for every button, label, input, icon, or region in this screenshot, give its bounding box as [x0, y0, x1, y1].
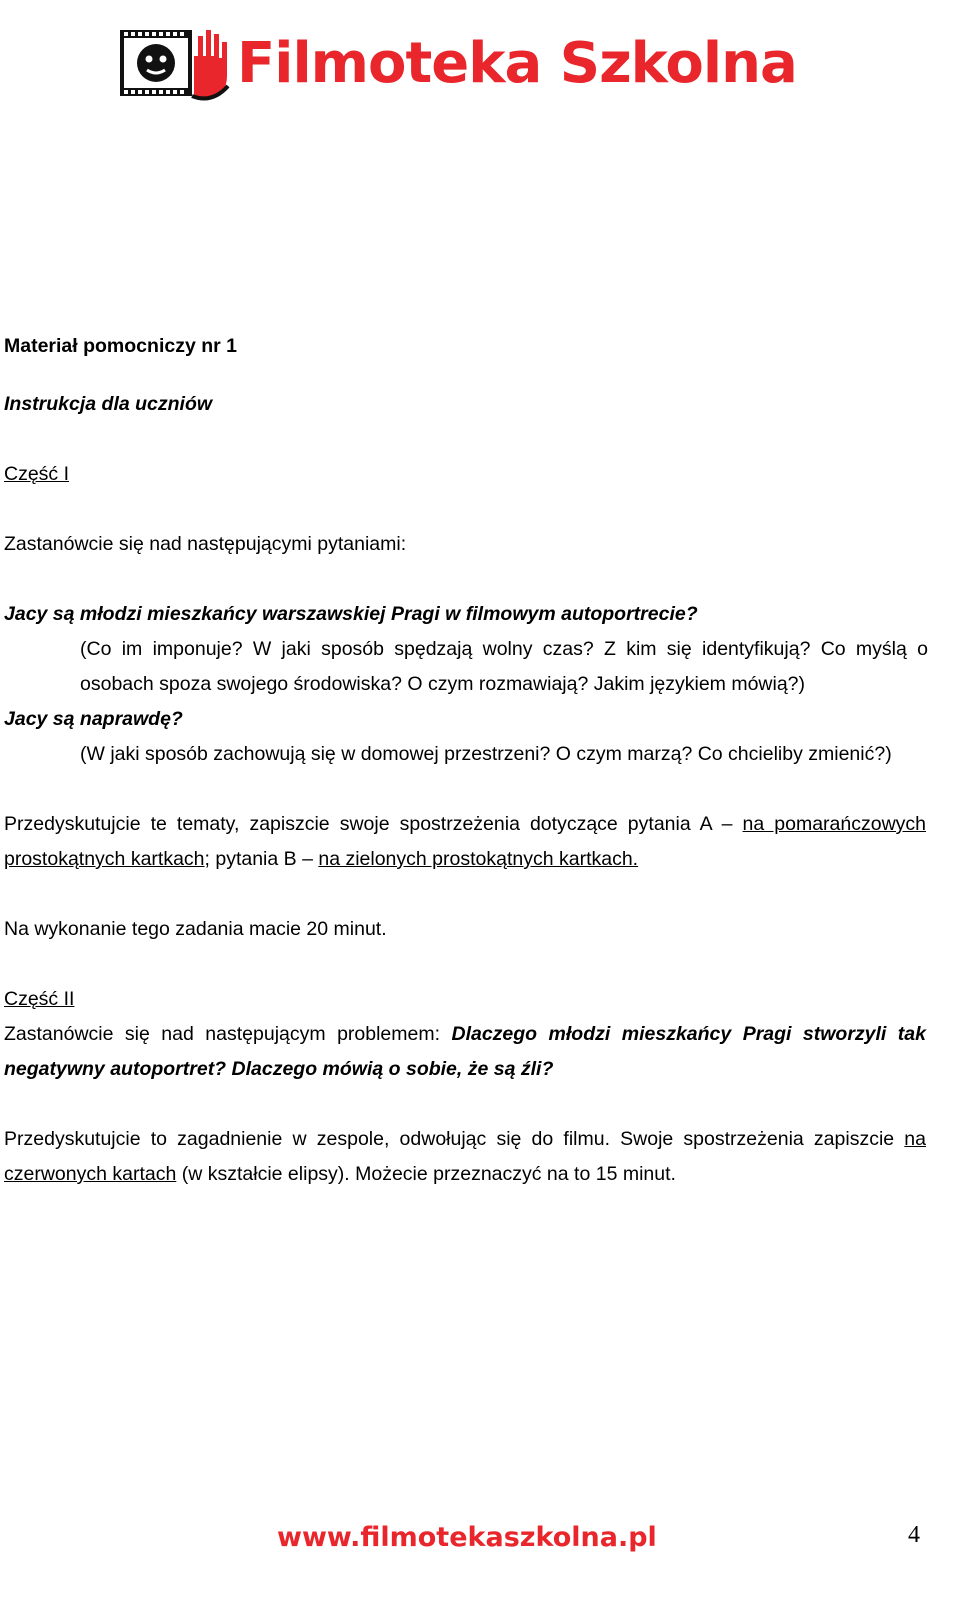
part2-task-line2 — [4, 1156, 676, 1192]
part1-intro: Zastanówcie się nad następującymi pytaniami: — [4, 533, 407, 555]
part1-heading: Część I — [4, 463, 70, 485]
part1-task-text: Przedyskutujcie te tematy, zapiszcie swoje spostrzeżenia dotyczące pytania A – — [4, 813, 743, 835]
part2-problem-question-2: negatywny autoportret? Dlaczego mówią o sobie, że są źli? — [4, 1058, 554, 1080]
brand-name: Filmoteka Szkolna — [237, 31, 797, 96]
part2-problem-intro: Zastanówcie się nad następującym problemem: — [4, 1023, 452, 1045]
part2-problem-question-1: Dlaczego młodzi mieszkańcy Pragi stworzyli tak — [451, 1023, 926, 1045]
red-cards-label-cont: czerwonych kartach — [4, 1163, 177, 1185]
orange-cards-label: na pomarańczowych — [742, 813, 927, 835]
filmoteka-logo — [120, 24, 820, 104]
part2-task-text: Przedyskutujcie to zagadnienie w zespole, odwołując się do filmu. Swoje spostrzeżenia zapiszcie — [4, 1128, 905, 1150]
part2-task-line1 — [4, 1121, 926, 1157]
document-subtitle: Instrukcja dla uczniów — [4, 393, 213, 415]
green-cards-label: na zielonych prostokątnych kartkach. — [318, 848, 639, 870]
part1-time: Na wykonanie tego zadania macie 20 minut. — [4, 918, 387, 940]
orange-cards-label-cont: prostokątnych kartkach — [4, 848, 205, 870]
part1-task-line2 — [4, 841, 638, 877]
question-a: Jacy są młodzi mieszkańcy warszawskiej Pragi w filmowym autoportrecie? — [4, 603, 698, 625]
document-title: Materiał pomocniczy nr 1 — [4, 335, 237, 357]
footer-website-link[interactable]: www.filmotekaszkolna.pl — [277, 1522, 657, 1553]
question-b-detail: (W jaki sposób zachowują się w domowej przestrzeni? O czym marzą? Co chcieliby zmienić?) — [80, 743, 892, 765]
question-b: Jacy są naprawdę? — [4, 708, 183, 730]
film-reel-hand-icon — [120, 26, 235, 102]
part2-task-text-b: (w kształcie elipsy). Możecie przeznaczyć na to 15 minut. — [176, 1163, 676, 1185]
part1-task-text-b: ; pytania B – — [204, 848, 319, 870]
page-number: 4 — [908, 1522, 920, 1548]
red-cards-label: na — [904, 1128, 926, 1150]
question-a-detail-line2: osobach spoza swojego środowiska? O czym rozmawiają? Jakim językiem mówią?) — [80, 673, 806, 695]
part1-task-line1 — [4, 806, 926, 842]
part2-heading: Część II — [4, 988, 75, 1010]
question-a-detail-line1: (Co im imponuje? W jaki sposób spędzają wolny czas? Z kim się identyfikują? Co myślą o — [80, 638, 928, 660]
part2-problem-line1 — [4, 1016, 926, 1052]
